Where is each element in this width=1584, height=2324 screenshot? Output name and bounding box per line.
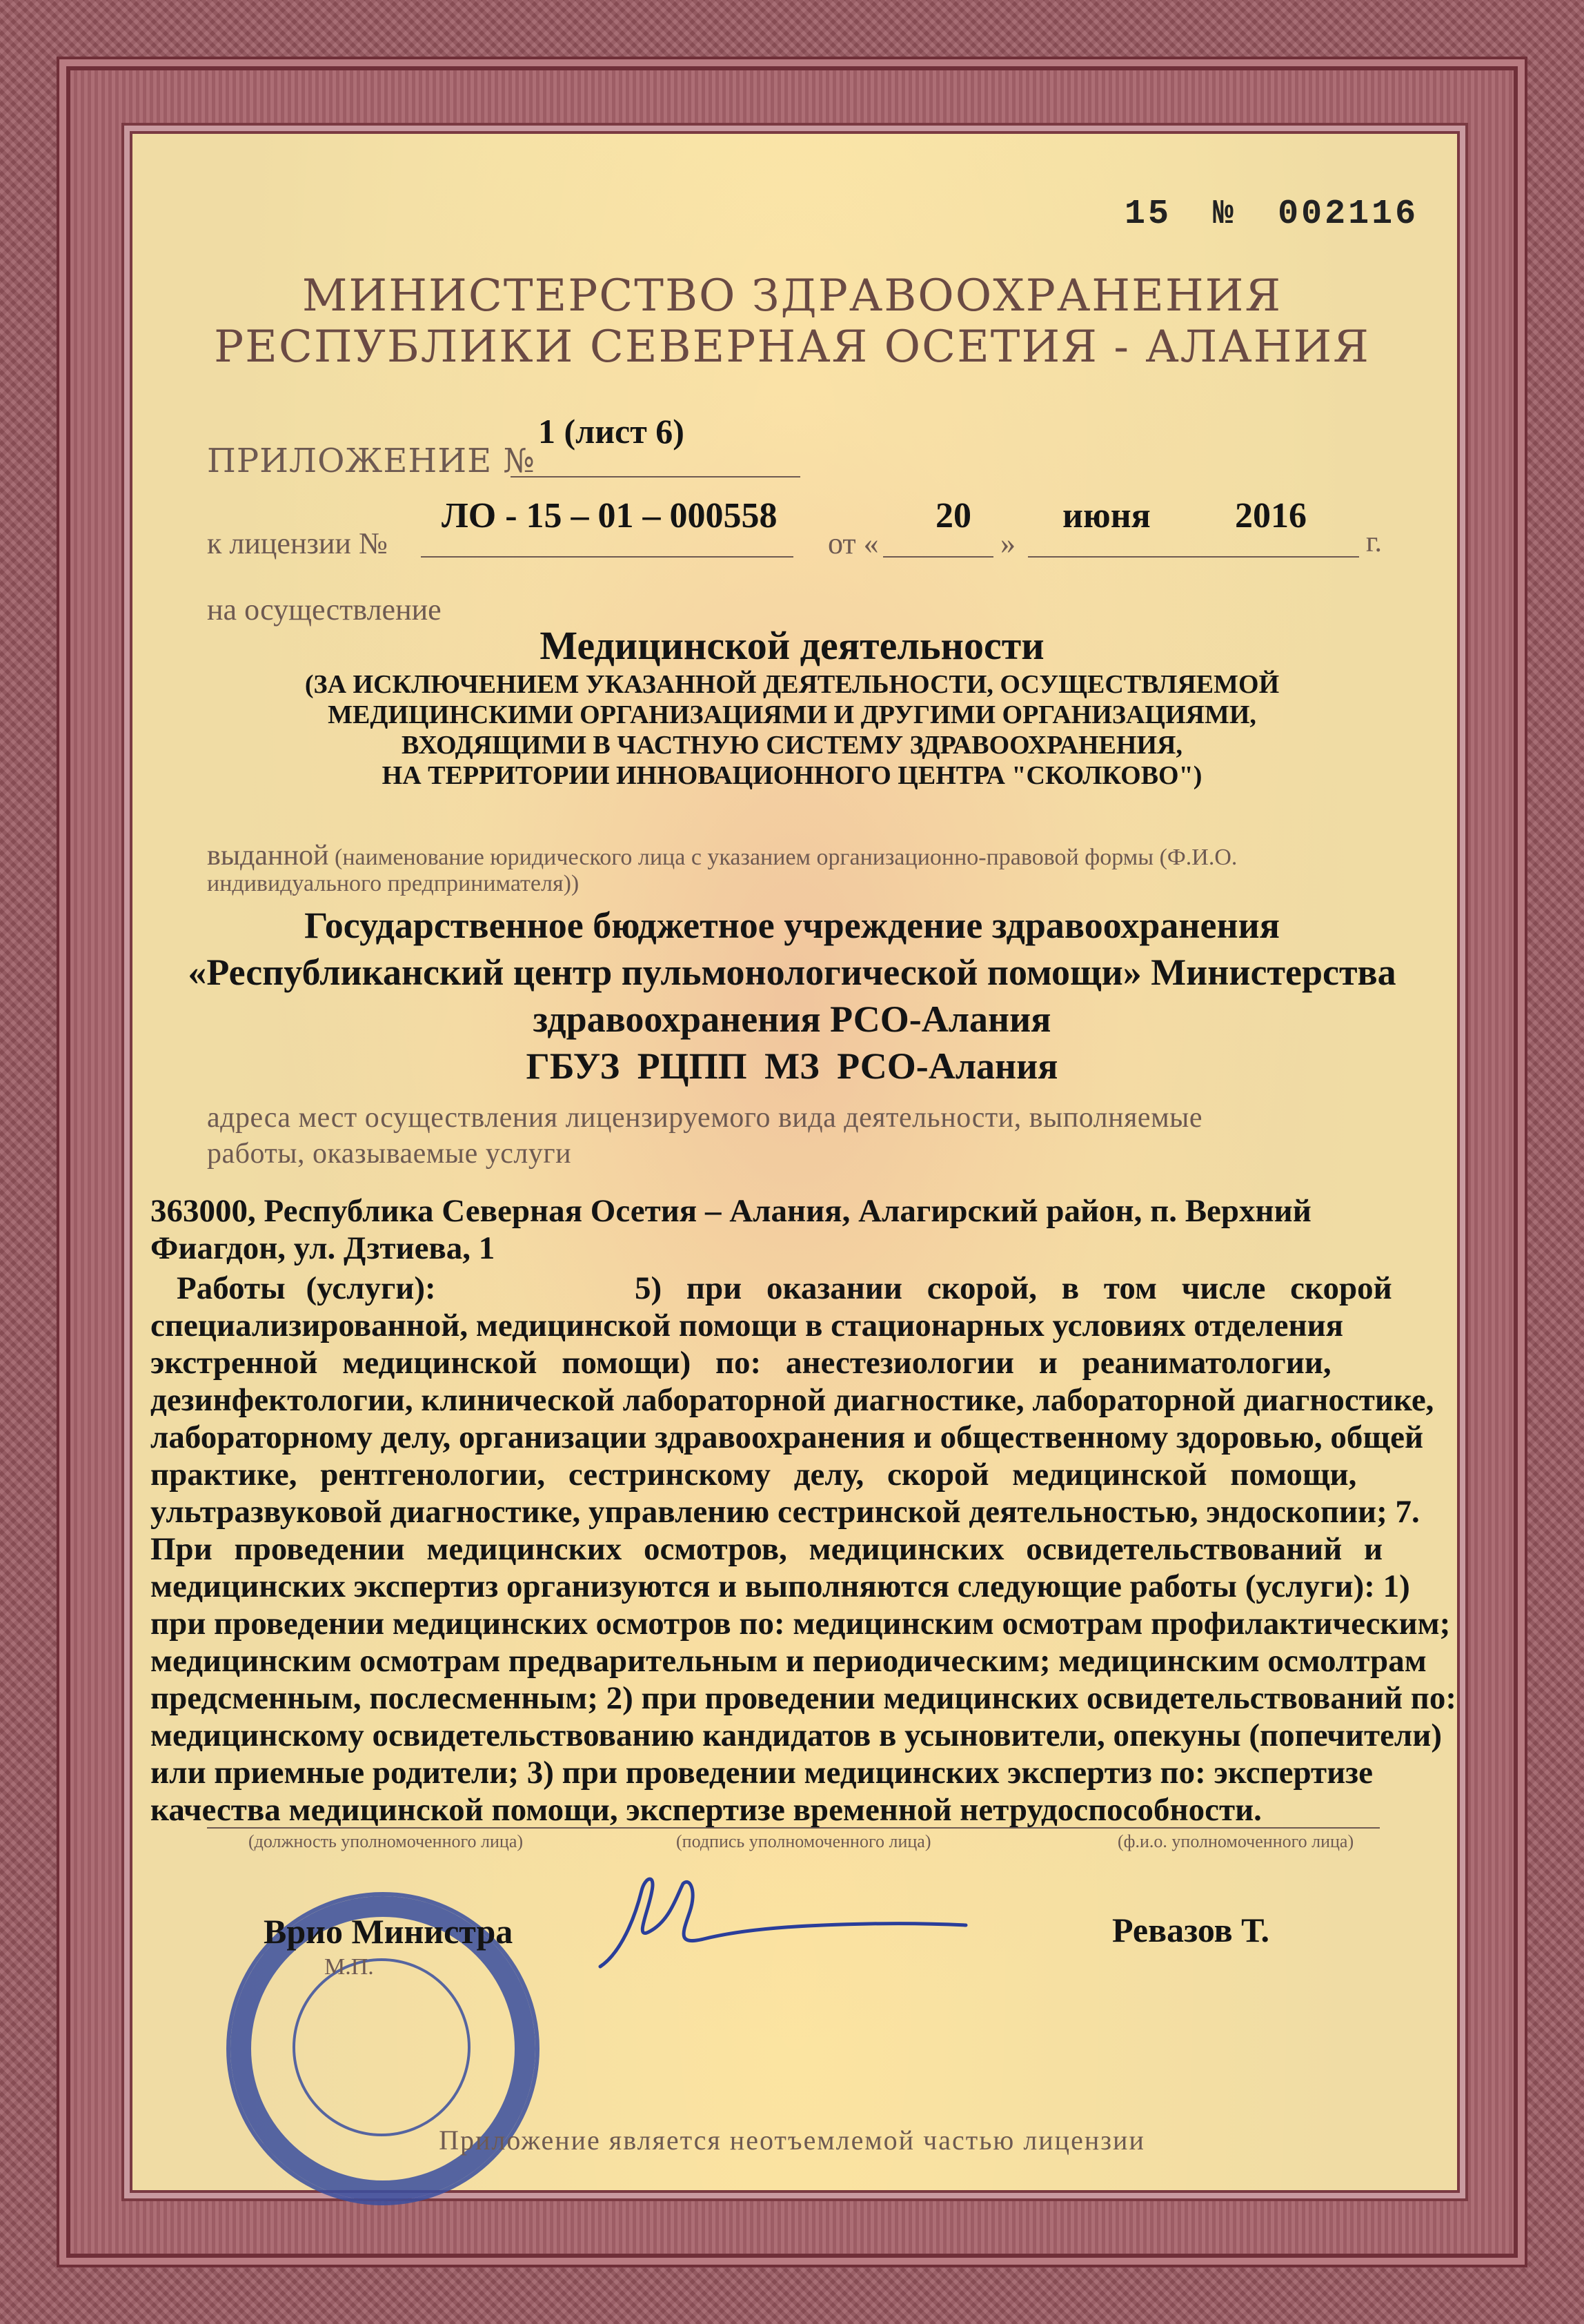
- address-line-2: Фиагдон, ул. Дзтиева, 1: [150, 1230, 495, 1266]
- works-line-15: качества медицинской помощи, экспертизе временной нетрудоспособности.: [150, 1792, 1262, 1828]
- footer-note: Приложение является неотъемлемой частью лицензии: [439, 2125, 1145, 2156]
- works-line-1: 5) при оказании скорой, в том числе скорой: [635, 1270, 1392, 1306]
- works-line-3: экстренной медицинской помощи) по: анестезиологии и реаниматологии,: [150, 1345, 1331, 1381]
- caption-name: (ф.и.о. уполномоченного лица): [1118, 1831, 1354, 1851]
- works-label: Работы (услуги):: [177, 1270, 436, 1306]
- org-name-2: «Республиканский центр пульмонологической помощи» Министерства: [188, 952, 1396, 993]
- signer-position: Врио Министра: [264, 1912, 513, 1951]
- org-short-name: ГБУЗ РЦПП МЗ РСО-Алания: [526, 1045, 1058, 1087]
- caption-signature: (подпись уполномоченного лица): [676, 1831, 931, 1851]
- works-line-13: медицинскому освидетельствованию кандидатов в усыновители, опекуны (попечители): [150, 1717, 1443, 1753]
- addresses-label-1: адреса мест осуществления лицензируемого вида деятельности, выполняемые: [207, 1102, 1203, 1134]
- works-line-7: ультразвуковой диагностике, управлению сестринской деятельностью, эндоскопии; 7.: [150, 1494, 1420, 1530]
- appendix-underline: [511, 476, 800, 477]
- serial-number: [1125, 195, 1418, 234]
- license-number: ЛО - 15 – 01 – 000558: [442, 496, 778, 535]
- activity-label: на осуществление: [207, 593, 442, 627]
- works-line-8: При проведении медицинских осмотров, медицинских освидетельствований и: [150, 1531, 1383, 1567]
- license-label: к лицензии №: [207, 526, 388, 560]
- activity-sub-4: НА ТЕРРИТОРИИ ИННОВАЦИОННОГО ЦЕНТРА "СКОЛКОВО"): [382, 761, 1202, 790]
- works-line-11: медицинским осмотрам предварительным и периодическим; медицинским осмолтрам: [150, 1643, 1427, 1679]
- license-year-suffix: г.: [1366, 526, 1382, 558]
- license-year: 2016: [1235, 496, 1307, 535]
- license-from-label: от «: [828, 526, 879, 560]
- license-day: 20: [935, 496, 971, 535]
- works-line-10: при проведении медицинских осмотров по: медицинским осмотрам профилактическим;: [150, 1606, 1451, 1642]
- works-line-5: лабораторному делу, организации здравоохранения и общественному здоровью, общей: [150, 1419, 1424, 1455]
- license-day-underline: [883, 556, 993, 558]
- address-line-1: 363000, Республика Северная Осетия – Алания, Алагирский район, п. Верхний: [150, 1193, 1311, 1229]
- signer-name: Ревазов Т.: [1112, 1911, 1269, 1949]
- official-seal-center: [293, 1958, 471, 2136]
- works-line-2: специализированной, медицинской помощи в стационарных условиях отделения: [150, 1308, 1344, 1343]
- org-name-1: Государственное бюджетное учреждение здравоохранения: [304, 905, 1280, 946]
- works-line-14: или приемные родители; 3) при проведении медицинских экспертиз по: экспертизе: [150, 1755, 1373, 1791]
- mp-mark: М.П.: [324, 1954, 374, 1980]
- license-month: июня: [1062, 496, 1151, 535]
- issued-label-rest: (наименование юридического лица с указанием организационно-правовой формы (Ф.И.О.: [335, 845, 1238, 870]
- issued-label: [207, 839, 1380, 872]
- license-number-underline: [421, 556, 793, 558]
- addresses-label-2: работы, оказываемые услуги: [207, 1138, 572, 1170]
- serial-value: 002116: [1278, 195, 1419, 234]
- handwritten-signature: [593, 1863, 980, 1987]
- issued-label-word: выданной: [207, 840, 329, 872]
- activity-sub-1: (ЗА ИСКЛЮЧЕНИЕМ УКАЗАННОЙ ДЕЯТЕЛЬНОСТИ, ОСУЩЕСТВЛЯЕМОЙ: [304, 670, 1280, 699]
- activity-sub-3: ВХОДЯЩИМИ В ЧАСТНУЮ СИСТЕМУ ЗДРАВООХРАНЕНИЯ,: [402, 731, 1182, 760]
- license-close-quote: »: [1000, 526, 1016, 560]
- org-name-3: здравоохранения РСО-Алания: [533, 998, 1051, 1040]
- activity-title: Медицинской деятельности: [539, 623, 1045, 668]
- serial-no-sign: №: [1213, 195, 1237, 234]
- activity-sub-2: МЕДИЦИНСКИМИ ОРГАНИЗАЦИЯМИ И ДРУГИМИ ОРГАНИЗАЦИЯМИ,: [328, 700, 1256, 729]
- ministry-title-line2: РЕСПУБЛИКИ СЕВЕРНАЯ ОСЕТИЯ - АЛАНИЯ: [214, 322, 1370, 373]
- works-line-9: медицинских экспертиз организуются и выполняются следующие работы (услуги): 1): [150, 1568, 1410, 1604]
- appendix-label: ПРИЛОЖЕНИЕ №: [207, 442, 535, 480]
- issued-label-line2: индивидуального предпринимателя)): [207, 871, 580, 896]
- works-line-4: дезинфектологии, клинической лабораторной диагностике, лабораторной диагностике,: [150, 1382, 1434, 1418]
- caption-position: (должность уполномоченного лица): [248, 1831, 524, 1851]
- ministry-title-line1: МИНИСТЕРСТВО ЗДРАВООХРАНЕНИЯ: [301, 270, 1283, 322]
- license-date-underline: [1028, 556, 1359, 558]
- signature-underline: [207, 1827, 1380, 1829]
- works-line-12: предсменным, послесменным; 2) при проведении медицинских освидетельствований по:: [150, 1680, 1457, 1716]
- appendix-value: 1 (лист 6): [538, 412, 684, 451]
- serial-series: 15: [1125, 195, 1172, 234]
- works-line-6: практике, рентгенологии, сестринскому делу, скорой медицинской помощи,: [150, 1457, 1357, 1493]
